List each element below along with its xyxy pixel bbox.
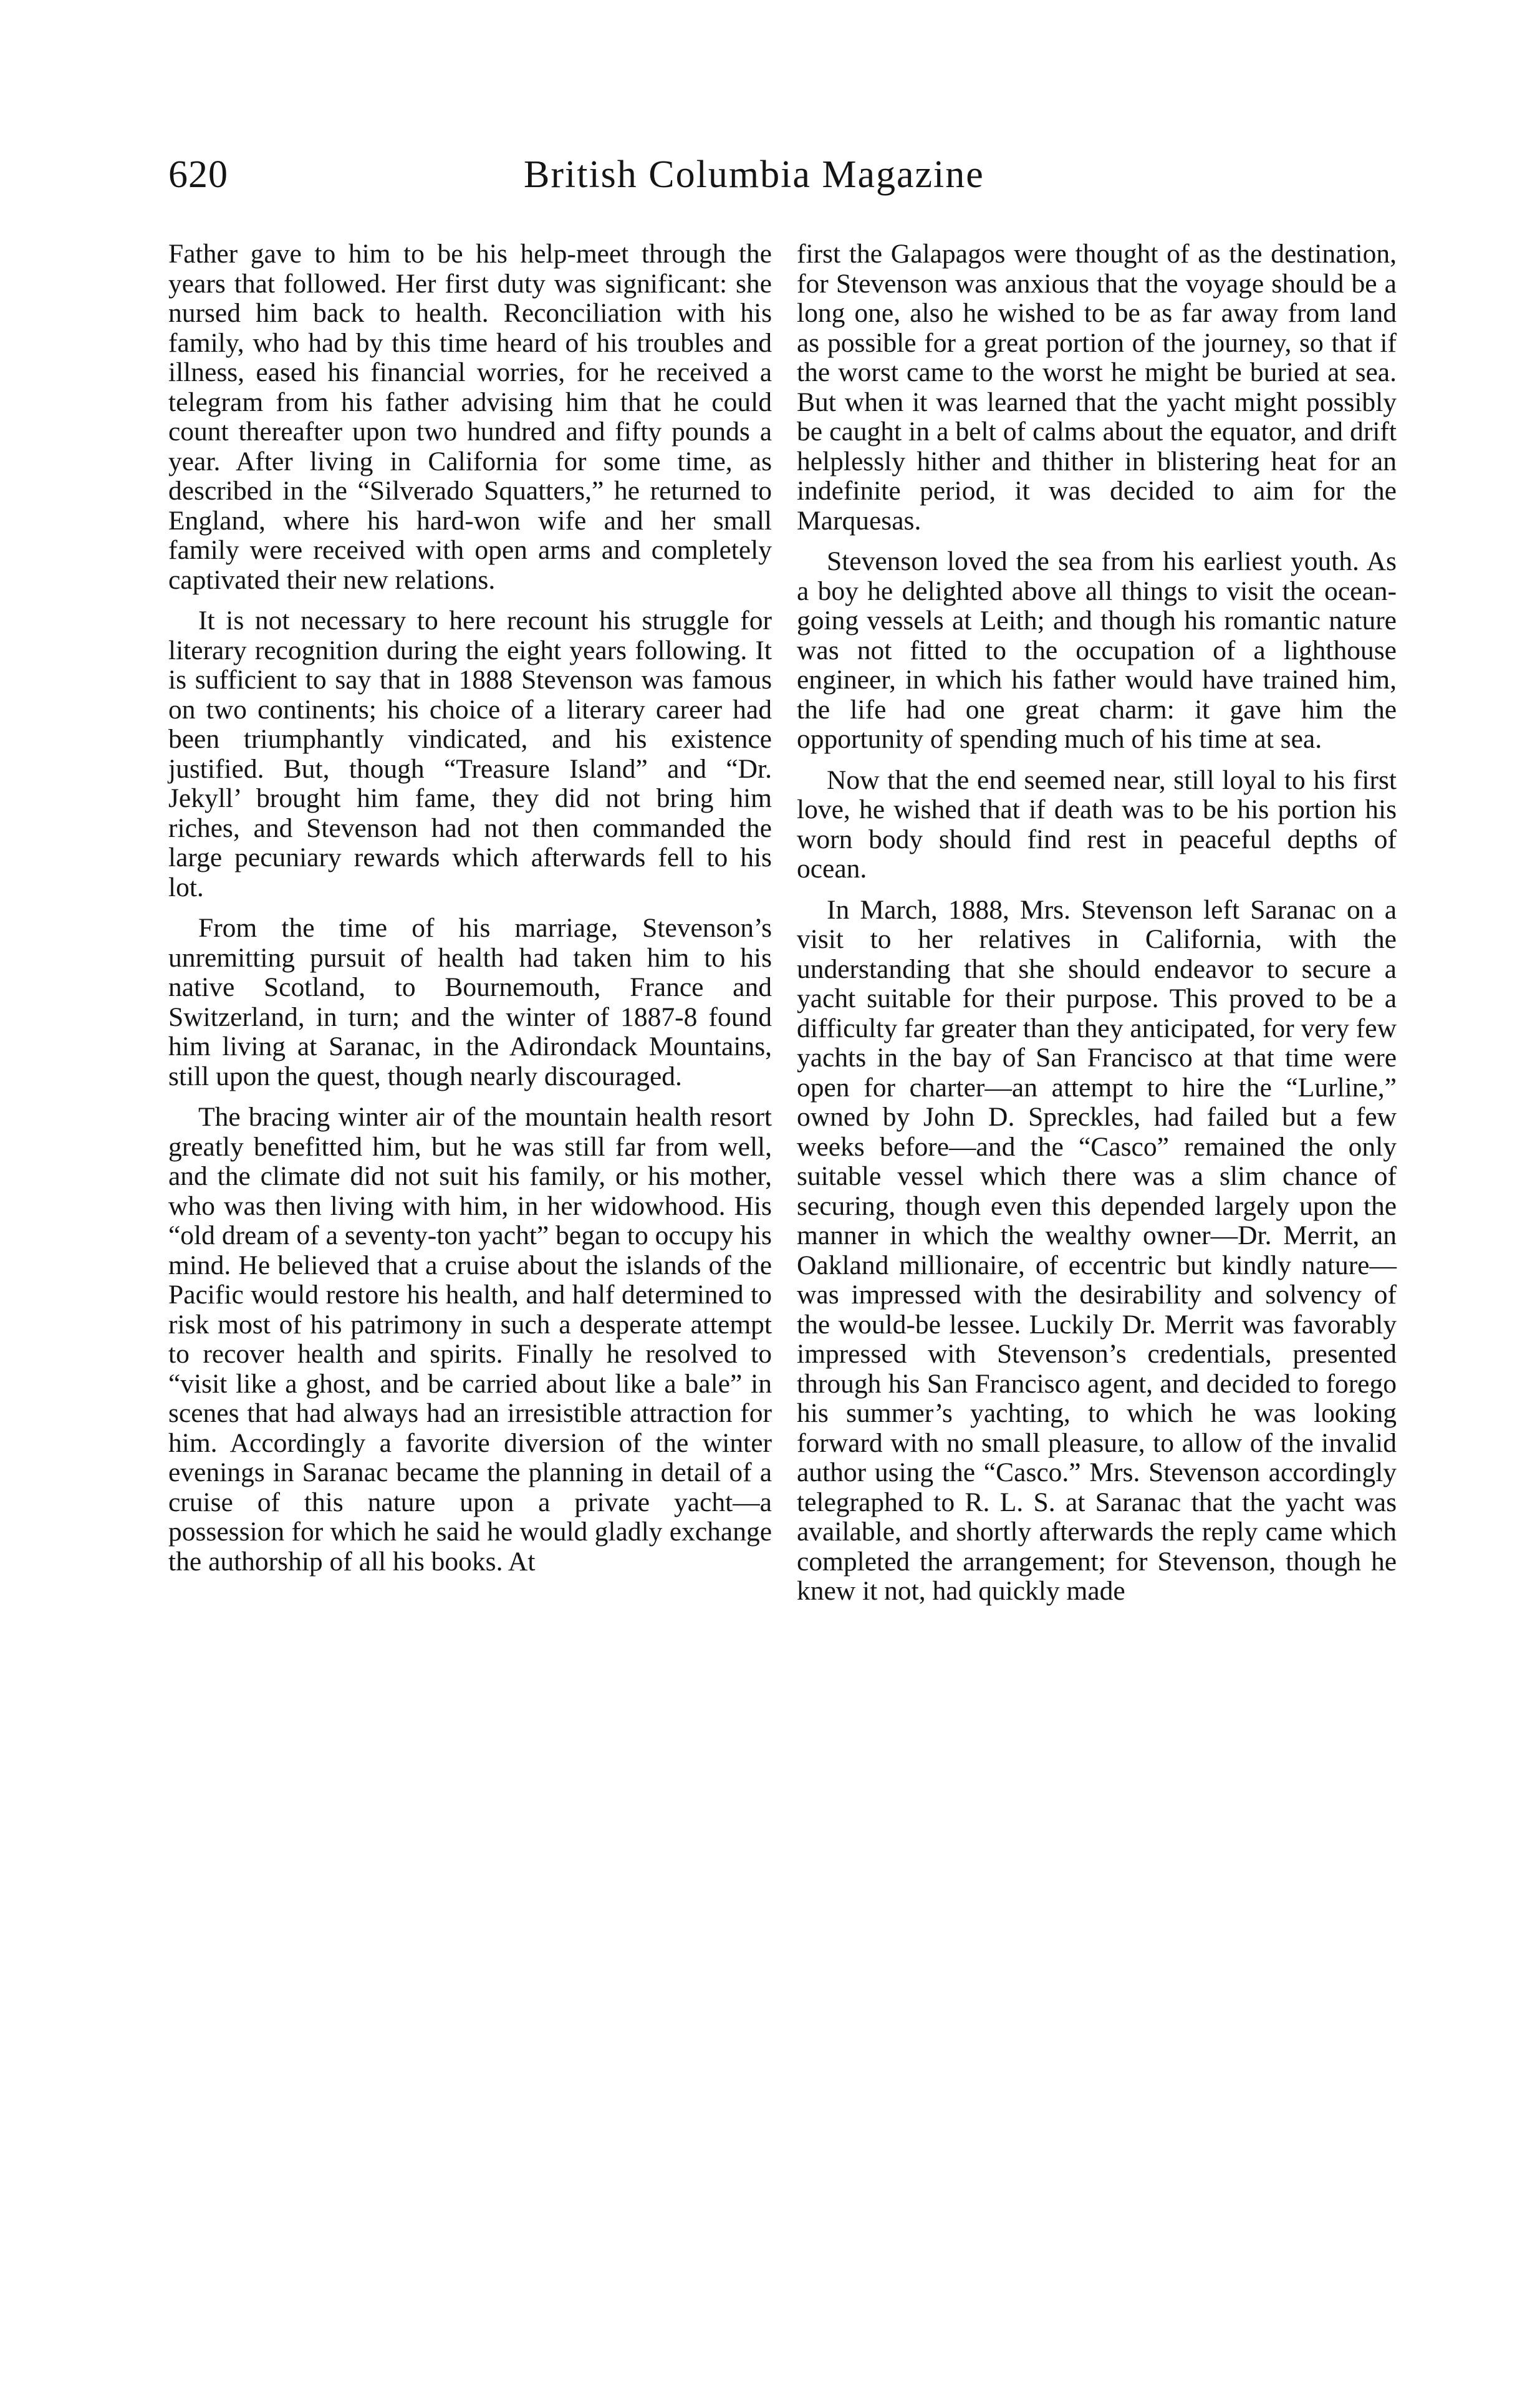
paragraph: Stevenson loved the sea from his earliest youth. As a boy he delighted above all things to visit the ocean-going vessels at Leith; and though his romantic nature was not fitted to the occupation of a lighthouse engineer, in which his father would have trained him, the life had one great charm: it gave him the opportunity of spending much of his time at sea. (797, 546, 1397, 754)
paragraph: It is not necessary to here recount his struggle for literary recognition during the eight years following. It is sufficient to say that in 1888 Stevenson was famous on two continents; his choice of a literary career had been triumphantly vindicated, and his existence justified. But, though “Treasure Island” and “Dr. Jekyll’ brought him fame, they did not bring him riches, and Stevenson had not then commanded the large pecuniary rewards which afterwards fell to his lot. (168, 606, 772, 902)
page-number: 620 (168, 153, 228, 196)
paragraph: From the time of his marriage, Stevenson’s unremitting pursuit of health had taken him to his native Scotland, to Bournemouth, France and Switzerland, in turn; and the winter of 1887-8 found him living at Saranac, in the Adirondack Mountains, still upon the quest, though nearly discouraged. (168, 913, 772, 1091)
paragraph: Now that the end seemed near, still loyal to his first love, he wished that if death was to be his portion his worn body should find rest in peaceful depths of ocean. (797, 765, 1397, 884)
right-column (797, 239, 1397, 1606)
page-header (168, 150, 1041, 212)
left-column (168, 239, 772, 1577)
paragraph: first the Galapagos were thought of as the destination, for Stevenson was anxious that the voyage should be a long one, also he wished to be as far away from land as possible for a great portion of the journey, so that if the worst came to the worst he might be buried at sea. But when it was learned that the yacht might possibly be caught in a belt of calms about the equator, and drift helplessly hither and thither in blistering heat for an indefinite period, it was decided to aim for the Marquesas. (797, 239, 1397, 536)
paragraph: Father gave to him to be his help-meet through the years that followed. Her first duty was significant: she nursed him back to health. Reconciliation with his family, who had by this time heard of his troubles and illness, eased his financial worries, for he received a telegram from his father advising him that he could count thereafter upon two hundred and fifty pounds a year. After living in California for some time, as described in the “Silverado Squatters,” he returned to England, where his hard-won wife and her small family were received with open arms and completely captivated their new relations. (168, 239, 772, 595)
running-title: British Columbia Magazine (524, 153, 984, 196)
paragraph: The bracing winter air of the mountain health resort greatly benefitted him, but he was still far from well, and the climate did not suit his family, or his mother, who was then living with him, in her widowhood. His “old dream of a seventy-ton yacht” began to occupy his mind. He believed that a cruise about the islands of the Pacific would restore his health, and half determined to risk most of his patrimony in such a desperate attempt to recover health and spirits. Finally he resolved to “visit like a ghost, and be carried about like a bale” in scenes that had always had an irresistible attraction for him. Accordingly a favorite diversion of the winter evenings in Saranac became the planning in detail of a cruise of this nature upon a private yacht—a possession for which he said he would gladly exchange the authorship of all his books. At (168, 1102, 772, 1577)
paragraph: In March, 1888, Mrs. Stevenson left Saranac on a visit to her relatives in California, with the understanding that she should endeavor to secure a yacht suitable for their purpose. This proved to be a difficulty far greater than they anticipated, for very few yachts in the bay of San Francisco at that time were open for charter—an attempt to hire the “Lurline,” owned by John D. Spreckles, had failed but a few weeks before—and the “Casco” remained the only suitable vessel which there was a slim chance of securing, though even this depended largely upon the manner in which the wealthy owner—Dr. Merrit, an Oakland millionaire, of eccentric but kindly nature—was impressed with the desirability and solvency of the would-be lessee. Luckily Dr. Merrit was favorably impressed with Stevenson’s credentials, presented through his San Francisco agent, and decided to forego his summer’s yachting, to which he was looking forward with no small pleasure, to allow of the invalid author using the “Casco.” Mrs. Stevenson accordingly telegraphed to R. L. S. at Saranac that the yacht was available, and shortly afterwards the reply came which completed the arrangement; for Stevenson, though he knew it not, had quickly made (797, 894, 1397, 1606)
